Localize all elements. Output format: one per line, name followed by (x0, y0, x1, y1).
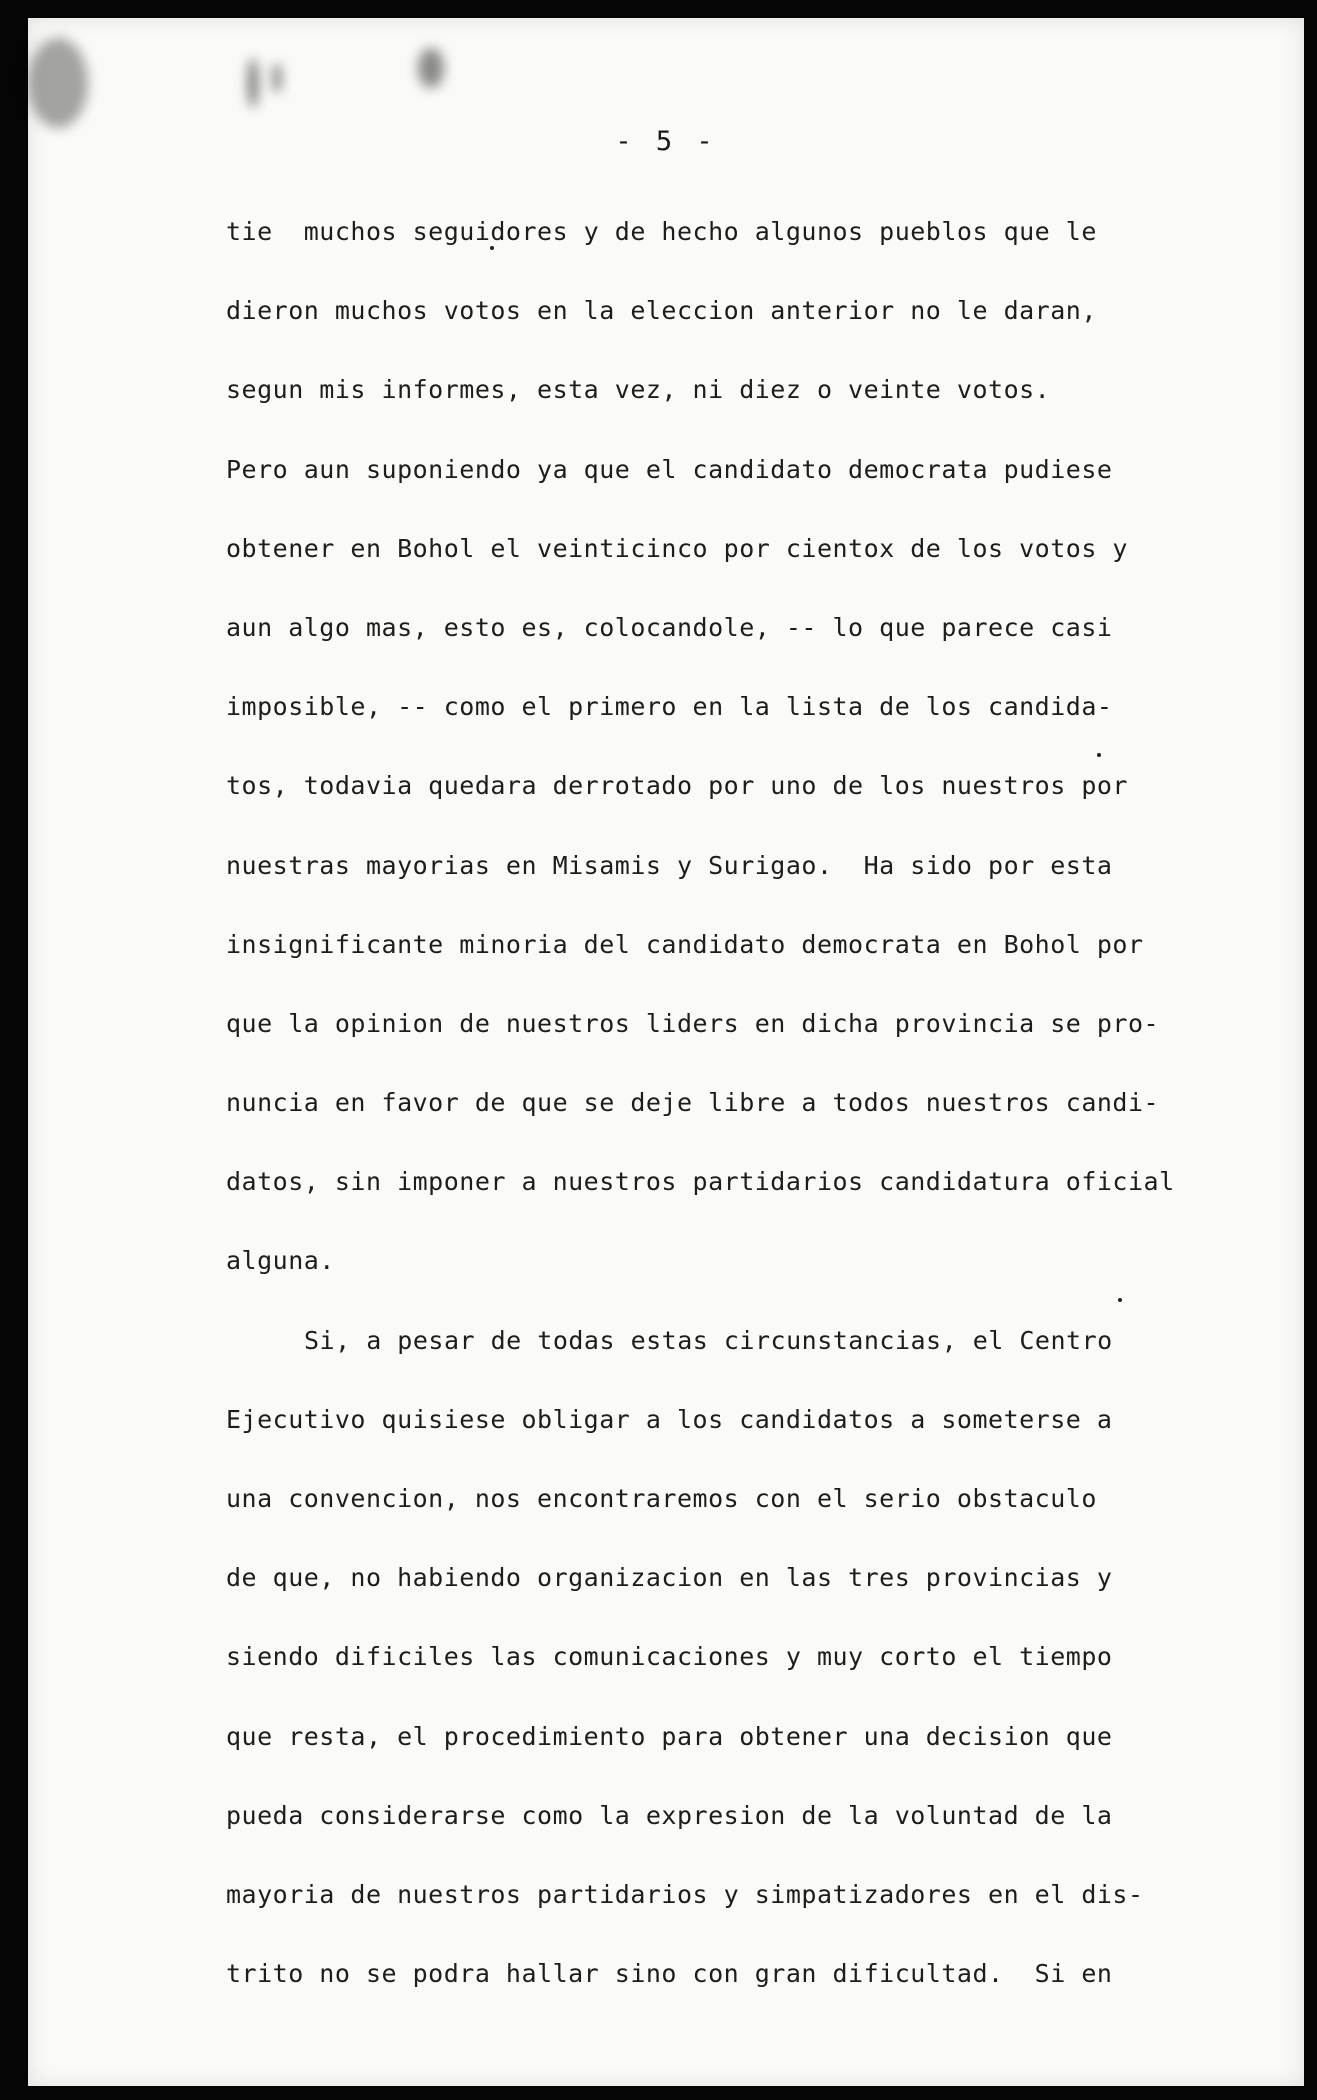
body-text (226, 214, 1226, 2035)
text-line: nuestras mayorias en Misamis y Surigao. Ha sido por esta (226, 850, 1113, 880)
text-line: dieron muchos votos en la eleccion anterior no le daran, (226, 296, 1097, 326)
text-line: pueda considerarse como la expresion de la voluntad de la (226, 1800, 1113, 1830)
text-line: datos, sin imponer a nuestros partidarios candidatura oficial (226, 1167, 1175, 1197)
text-line: tie muchos seguidores y de hecho algunos pueblos que le (226, 217, 1097, 246)
text-line: tos, todavia quedara derrotado por uno de los nuestros por (226, 771, 1128, 801)
text-line: obtener en Bohol el veinticinco por cientox de los votos y (226, 533, 1128, 563)
text-line: aun algo mas, esto es, colocandole, -- lo que parece casi (226, 612, 1113, 642)
document-page (28, 18, 1304, 2086)
text-line: alguna. (226, 1246, 335, 1276)
text-line: Pero aun suponiendo ya que el candidato democrata pudiese (226, 454, 1113, 484)
ink-smudge (418, 48, 444, 88)
ink-smudge (248, 58, 258, 108)
text-line: nuncia en favor de que se deje libre a todos nuestros candi- (226, 1088, 1160, 1118)
page-number: - 5 - (615, 126, 717, 157)
text-line: trito no se podra hallar sino con gran dificultad. Si en (226, 1959, 1113, 1989)
corner-stain (28, 38, 88, 128)
text-line: que resta, el procedimiento para obtener una decision que (226, 1721, 1113, 1751)
text-line: que la opinion de nuestros liders en dicha provincia se pro- (226, 1008, 1160, 1038)
text-line: siendo dificiles las comunicaciones y muy corto el tiempo (226, 1642, 1113, 1672)
text-line: segun mis informes, esta vez, ni diez o veinte votos. (226, 375, 1051, 405)
text-line: de que, no habiendo organizacion en las tres provincias y (226, 1563, 1113, 1593)
text-line: Ejecutivo quisiese obligar a los candidatos a someterse a (226, 1404, 1113, 1434)
text-line: una convencion, nos encontraremos con el serio obstaculo (226, 1484, 1097, 1513)
text-line: Si, a pesar de todas estas circunstancias, el Centro (304, 1325, 1113, 1355)
text-line: insignificante minoria del candidato democrata en Bohol por (226, 929, 1144, 959)
text-line: imposible, -- como el primero en la lista de los candida- (226, 692, 1113, 722)
ink-smudge (273, 63, 281, 93)
text-line: mayoria de nuestros partidarios y simpatizadores en el dis- (226, 1879, 1144, 1909)
